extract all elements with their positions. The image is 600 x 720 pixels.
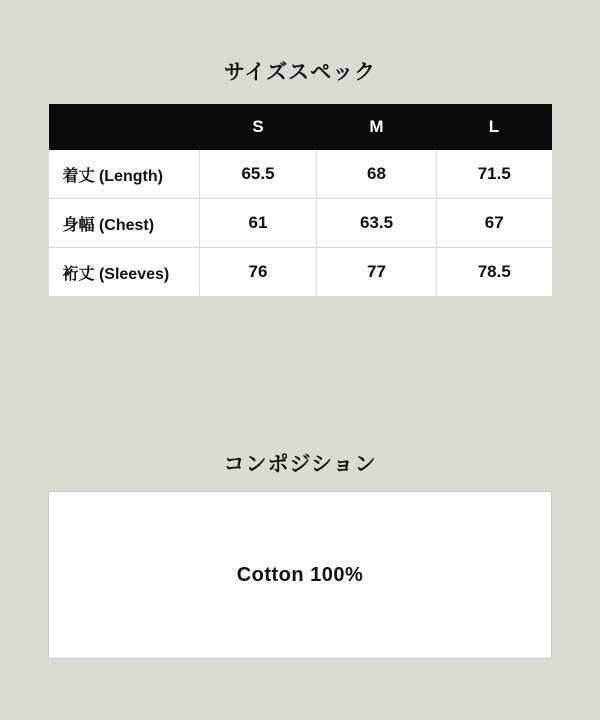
value-cell: 77 [317,248,437,297]
header-cell-label [49,104,200,150]
composition-box [48,491,552,659]
value-cell: 68 [317,150,437,199]
table-row-chest [49,199,552,248]
composition-title: コンポジション [223,453,377,476]
size-spec-title: サイズスペック [223,61,377,84]
value-cell: 78.5 [437,248,552,297]
header-cell-size-s: S [200,104,317,150]
value-cell: 67 [437,199,552,248]
row-label: 身幅 (Chest) [49,199,200,248]
row-label: 着丈 (Length) [49,150,200,199]
header-cell-size-l: L [437,104,552,150]
header-cell-size-m: M [317,104,437,150]
composition-material: Cotton 100% [236,563,364,586]
table-row-sleeves [49,248,552,297]
composition-section [0,451,600,659]
value-cell: 65.5 [200,150,317,199]
table-row-length [49,150,552,199]
size-spec-section [0,0,600,297]
value-cell: 71.5 [437,150,552,199]
size-spec-table [49,104,552,297]
row-label: 裄丈 (Sleeves) [49,248,200,297]
value-cell: 76 [200,248,317,297]
size-spec-table-header [49,104,552,150]
header-row [49,104,552,150]
value-cell: 61 [200,199,317,248]
value-cell: 63.5 [317,199,437,248]
